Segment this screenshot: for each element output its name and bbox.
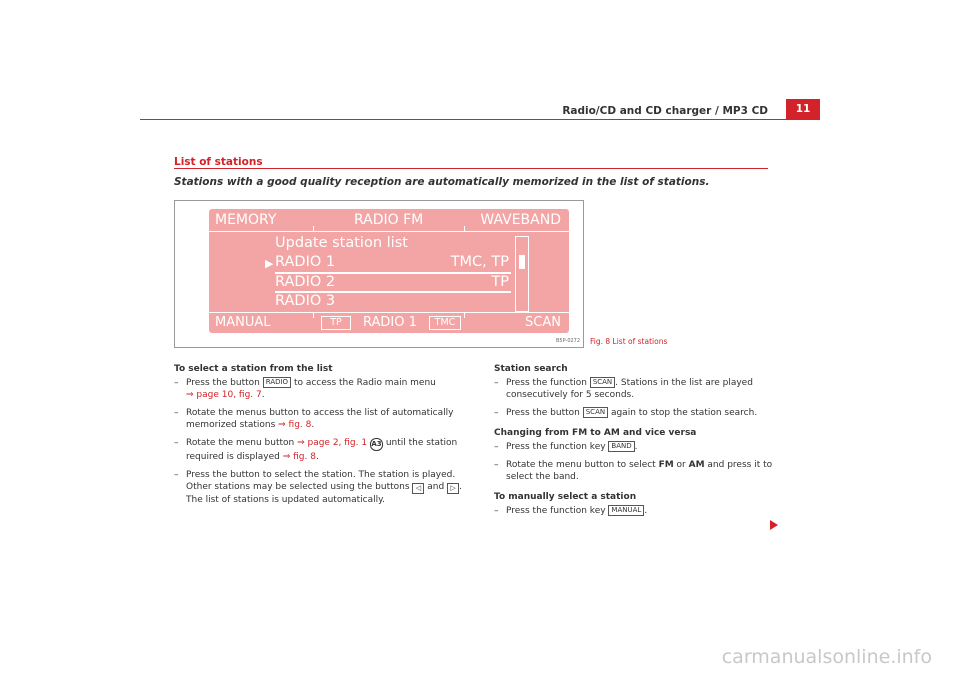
continue-arrow-icon: [770, 520, 778, 530]
lcd-manual-label: MANUAL: [215, 315, 271, 330]
lcd-top-divider: [209, 231, 569, 232]
lcd-tick: [313, 226, 314, 232]
scan-key: SCAN: [583, 407, 608, 418]
lcd-update-list-row: Update station list: [275, 235, 408, 251]
cross-reference-link[interactable]: ⇒ fig. 8: [278, 420, 312, 430]
manual-key: MANUAL: [608, 505, 644, 516]
lcd-scrollbar-thumb: [519, 255, 525, 269]
header-title: Radio/CD and CD charger / MP3 CD: [562, 105, 768, 117]
right-column: [494, 363, 774, 517]
lcd-tick: [464, 312, 465, 318]
watermark: carmanualsonline.info: [721, 646, 932, 668]
lcd-tp-indicator: TP: [321, 316, 351, 330]
radio-key: RADIO: [263, 377, 291, 388]
list-item: – Press the button SCAN again to stop the station search.: [494, 408, 758, 418]
lcd-waveband-label: WAVEBAND: [480, 212, 561, 228]
lcd-station-name: RADIO 1: [275, 254, 336, 270]
lcd-tick: [464, 226, 465, 232]
band-change-heading: Changing from FM to AM and vice versa: [494, 428, 697, 438]
manual-select-heading: To manually select a station: [494, 492, 637, 502]
list-item: – Press the button RADIO to access the Radio main menu ⇒ page 10, fig. 7.: [174, 378, 436, 400]
left-column: [174, 363, 474, 506]
cross-reference-link[interactable]: ⇒ page 10, fig. 7: [186, 390, 262, 400]
section-divider: [174, 168, 768, 169]
lcd-bottom-divider: [209, 312, 569, 313]
band-key: BAND: [608, 441, 634, 452]
cross-reference-link[interactable]: ⇒ page 2, fig. 1: [297, 438, 368, 448]
lcd-memory-label: MEMORY: [215, 212, 277, 228]
lcd-radio-fm-label: RADIO FM: [354, 212, 424, 228]
scan-key: SCAN: [590, 377, 615, 388]
list-item: – Press the function key MANUAL .: [494, 506, 648, 516]
next-button-icon: ▷: [447, 483, 459, 494]
lcd-station-name: RADIO 3: [275, 293, 336, 309]
cross-reference-link[interactable]: ⇒ fig. 8: [282, 452, 316, 462]
lcd-selection-arrow-icon: ▶: [265, 257, 274, 270]
header-divider: [140, 119, 820, 120]
section-intro: Stations with a good quality reception are automatically memorized in the list of stations.: [174, 176, 710, 188]
list-item: – Rotate the menu button to select FM or AM and press it to select the band.: [494, 460, 773, 482]
lcd-station-name: RADIO 2: [275, 274, 336, 290]
list-item: – Rotate the menus button to access the list of automatically memorized stations ⇒ fig. 8.: [174, 408, 454, 430]
figure-caption: Fig. 8 List of stations: [590, 337, 668, 346]
list-item: – Press the button to select the station. The station is played. Other stations may be selected using the buttons ◁ and ▷ . The list of stations is updated automatically.: [174, 470, 462, 505]
section-title: List of stations: [174, 156, 263, 168]
lcd-station-info: TMC, TP: [450, 254, 509, 270]
lcd-current-station: RADIO 1: [363, 315, 417, 330]
lcd-station-info: TP: [491, 274, 509, 290]
list-item: – Rotate the menu button ⇒ page 2, fig. 1 A3 until the station required is displayed ⇒ fig. 8.: [174, 438, 458, 462]
lcd-scan-label: SCAN: [525, 315, 561, 330]
list-item: – Press the function key BAND .: [494, 442, 638, 452]
lcd-tick: [313, 312, 314, 318]
lcd-scrollbar: [515, 236, 529, 312]
callout-marker-icon: A3: [370, 438, 383, 451]
page-number: 11: [786, 99, 820, 119]
list-item: – Press the function SCAN . Stations in the list are played consecutively for 5 seconds.: [494, 378, 753, 400]
lcd-tmc-indicator: TMC: [429, 316, 461, 330]
radio-display-illustration: [209, 209, 569, 333]
figure-code: B5P-0272: [556, 338, 581, 344]
left-heading: To select a station from the list: [174, 364, 333, 374]
station-search-heading: Station search: [494, 364, 568, 374]
previous-button-icon: ◁: [412, 483, 424, 494]
